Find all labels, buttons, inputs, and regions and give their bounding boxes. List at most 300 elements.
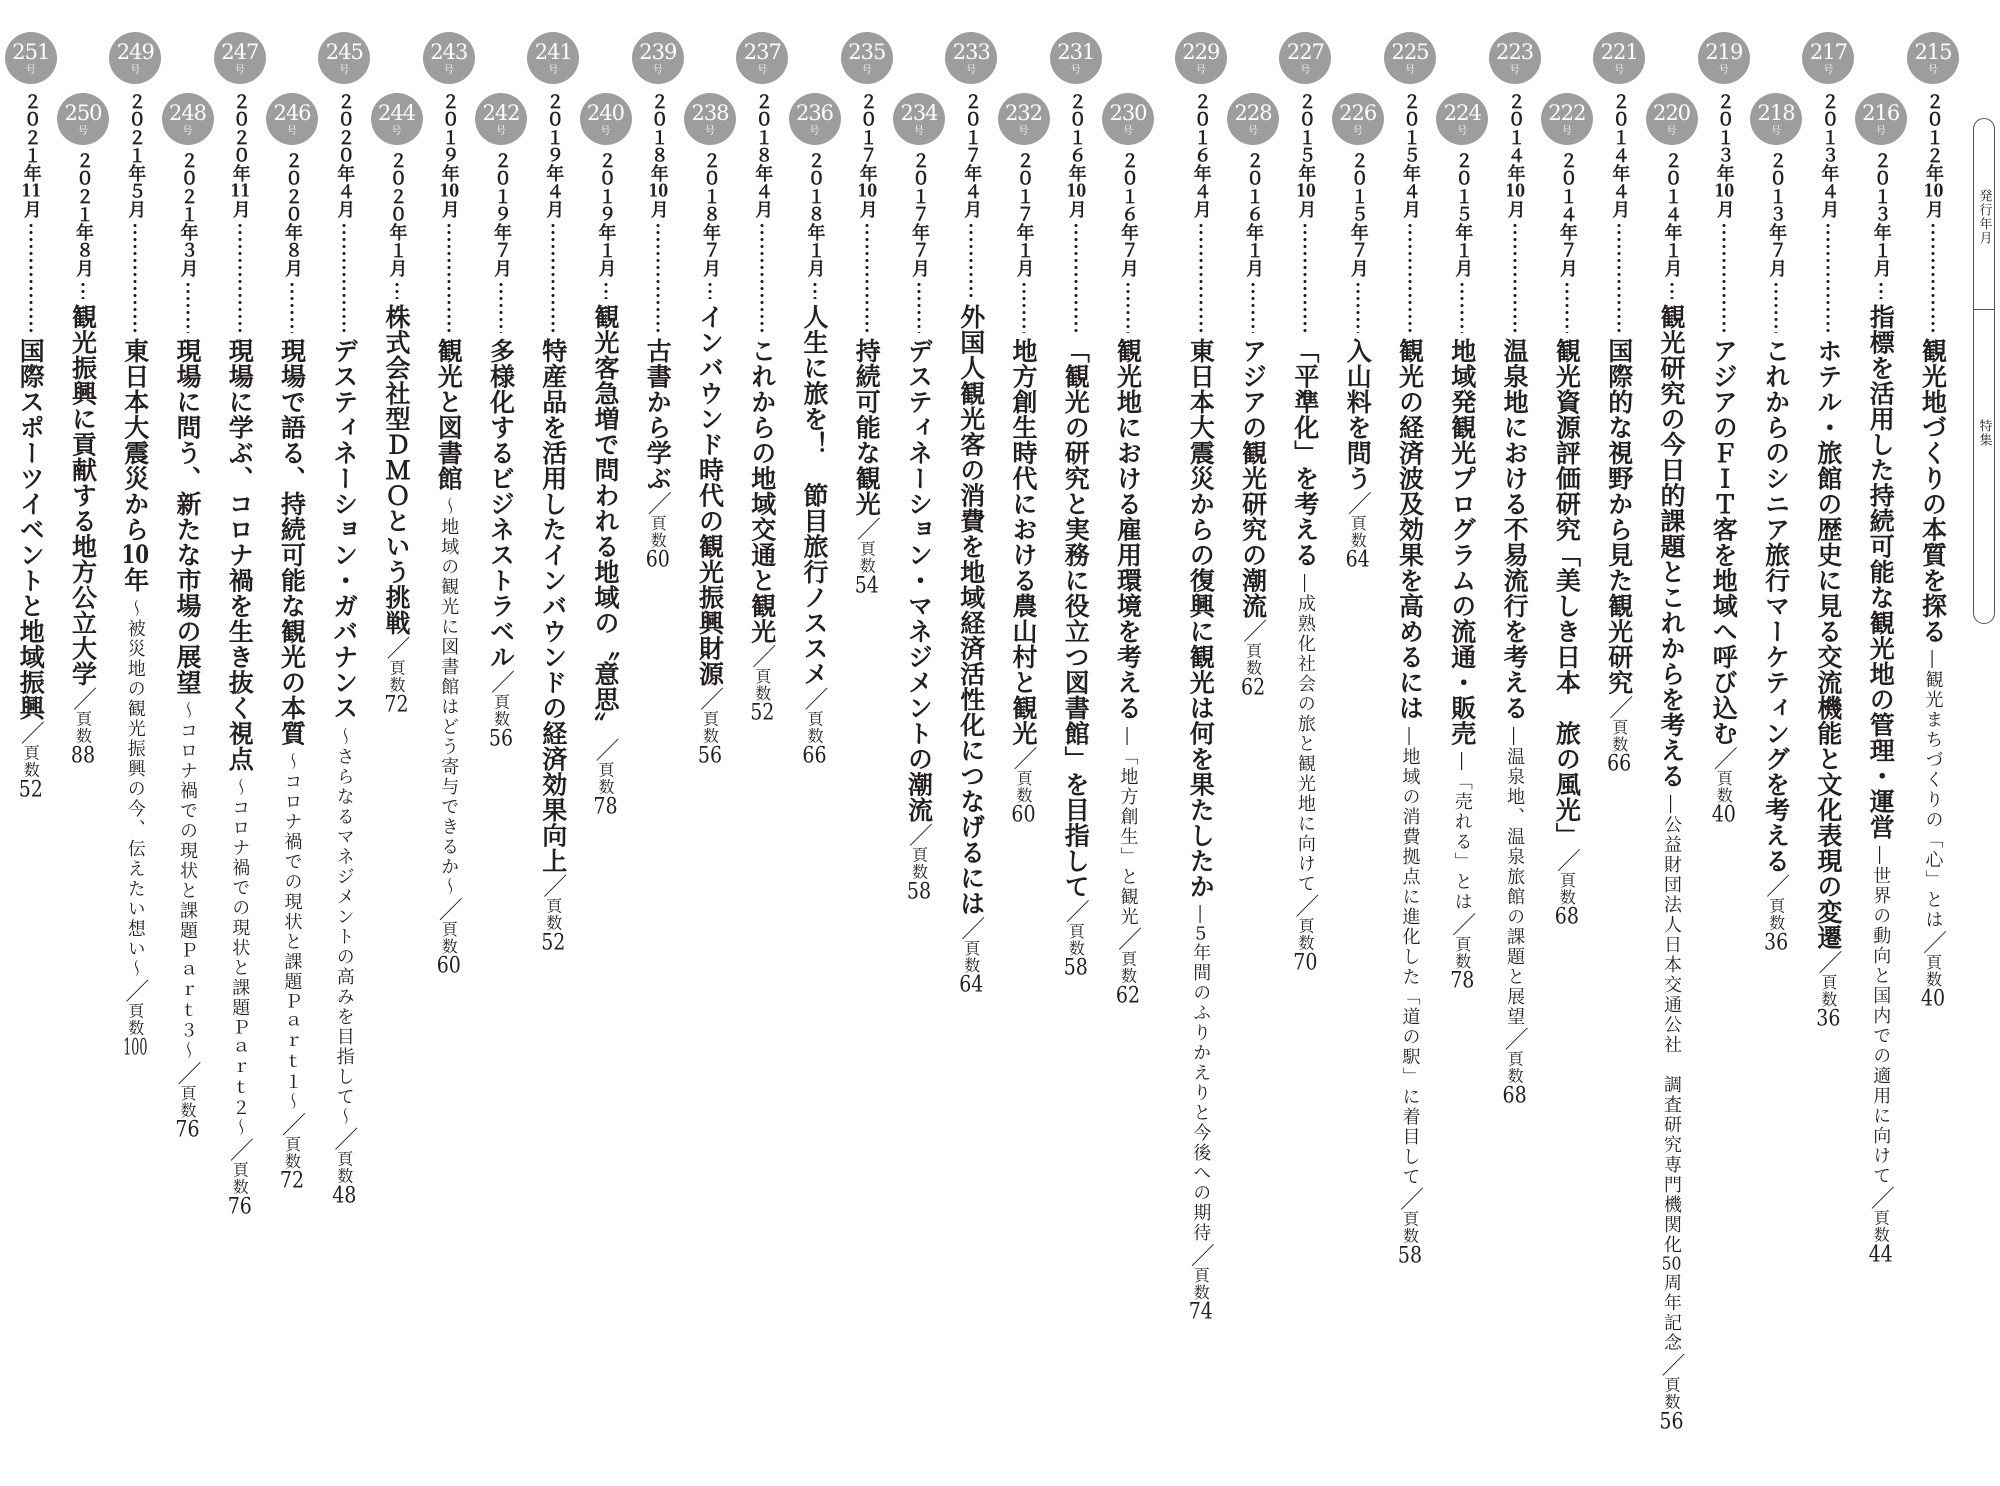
issue-number: 225 xyxy=(1391,40,1429,64)
page-count-label: 頁数 xyxy=(230,1161,250,1196)
page-separator: ／ xyxy=(1238,618,1267,643)
issue-suffix-label: 号 xyxy=(234,65,245,76)
dot-leader xyxy=(1459,281,1465,333)
feature-title: ホテル・旅館の歴史に見る交流機能と文化表現の変遷 xyxy=(1813,338,1843,950)
page-count: 60 xyxy=(436,955,461,977)
dot-leader xyxy=(289,281,295,333)
feature-line xyxy=(1761,338,1791,954)
issue-entry xyxy=(1541,0,1593,1486)
page-count-label: 頁数 xyxy=(1118,950,1138,985)
issue-suffix-label: 号 xyxy=(1771,126,1782,137)
page-count: 78 xyxy=(593,795,618,818)
page-separator: ／ xyxy=(904,822,933,847)
issue-number-badge xyxy=(1541,93,1593,145)
page-count: 36 xyxy=(1763,931,1789,954)
date-column-header: 発行年月 xyxy=(1976,189,1992,245)
feature-title: 現場で語る、持続可能な観光の本質 xyxy=(277,338,307,746)
feature-subtitle: ～被災地の観光振興の今、伝えたい想い～ xyxy=(124,598,146,979)
issue-number-badge xyxy=(371,93,423,145)
issue-entry xyxy=(1227,0,1279,1486)
issue-number: 220 xyxy=(1652,101,1691,125)
page-count-label: 頁数 xyxy=(909,846,929,881)
feature-title: 株式会社型ＤＭＯという挑戦 xyxy=(382,304,411,636)
feature-subtitle: ―観光まちづくりの「心」とは xyxy=(1922,650,1944,930)
issue-number: 222 xyxy=(1548,101,1586,125)
feature-title: これからのシニア旅行マーケティングを考える xyxy=(1761,338,1791,874)
feature-title: 観光地づくりの本質を探る xyxy=(1918,338,1948,644)
feature-subtitle: ―「売れる」とは xyxy=(1451,752,1473,912)
issue-suffix-label: 号 xyxy=(496,126,506,137)
issue-suffix-label: 号 xyxy=(1614,65,1625,76)
issue-number: 236 xyxy=(795,101,834,125)
page-count: 88 xyxy=(70,744,96,767)
page-count: 52 xyxy=(18,778,43,801)
issue-number-badge xyxy=(318,32,370,84)
date-row xyxy=(1384,92,1436,333)
dot-leader xyxy=(446,222,452,333)
issue-number-badge xyxy=(1050,32,1102,84)
date-row xyxy=(266,151,318,333)
issue-suffix-label: 号 xyxy=(1457,126,1468,137)
date-row xyxy=(1279,92,1331,333)
dot-leader xyxy=(759,222,765,333)
dot-leader xyxy=(968,222,974,299)
issue-number-badge xyxy=(893,93,945,145)
feature-title: 観光客急増で問われる地域の〝意思〟 xyxy=(591,304,620,738)
issue-number-badge xyxy=(841,32,893,84)
page-count-label: 頁数 xyxy=(1766,897,1786,932)
publication-date: ２０１２年10月 xyxy=(1923,92,1944,218)
feature-title: 観光の経済波及効果を高めるには xyxy=(1395,338,1425,721)
issue-number: 228 xyxy=(1234,101,1272,125)
publication-date: ２０１４年10月 xyxy=(1504,92,1526,218)
feature-title: 観光研究の今日的課題とこれからを考える xyxy=(1657,304,1686,789)
page-count-label: 頁数 xyxy=(1295,917,1315,952)
feature-subtitle: ―成熟化社会の旅と観光地に向けて xyxy=(1294,573,1316,894)
issue-number: 240 xyxy=(586,101,625,125)
feature-line xyxy=(486,338,516,750)
issue-number: 250 xyxy=(64,101,102,125)
feature-line xyxy=(1813,338,1843,1030)
date-row xyxy=(475,151,527,333)
feature-line xyxy=(1238,338,1268,699)
date-row xyxy=(632,92,684,333)
feature-line xyxy=(1343,338,1373,571)
dot-leader xyxy=(1198,222,1204,333)
publication-date: ２０１３年７月 xyxy=(1766,151,1788,277)
publication-date: ２０１５年１月 xyxy=(1452,151,1474,277)
feature-title: 観光振興に貢献する地方公立大学 xyxy=(68,304,98,687)
page-count: 68 xyxy=(1554,906,1579,928)
feature-line xyxy=(1186,338,1216,1323)
page-count: 54 xyxy=(854,574,879,597)
feature-line xyxy=(1709,338,1739,826)
page-separator: ／ xyxy=(68,686,97,711)
issue-number: 221 xyxy=(1600,40,1638,64)
feature-column-header: 特集 xyxy=(1976,419,1992,447)
page-count: 66 xyxy=(1607,753,1632,775)
page-separator: ／ xyxy=(277,1112,306,1136)
feature-line xyxy=(593,304,618,818)
page-separator: ／ xyxy=(1657,1352,1685,1377)
date-row xyxy=(1855,151,1907,299)
issue-suffix-label: 号 xyxy=(1561,126,1572,137)
feature-title: 国際スポーツイベントと地域振興 xyxy=(16,338,46,721)
feature-subtitle: ―温泉地、温泉旅館の課題と展望 xyxy=(1504,726,1526,1027)
issue-number: 244 xyxy=(377,101,416,125)
issue-number: 217 xyxy=(1809,40,1847,64)
feature-line xyxy=(538,338,568,954)
page-count-label: 頁数 xyxy=(1818,974,1838,1008)
page-separator: ／ xyxy=(225,1137,254,1162)
feature-subtitle: ―地域の消費拠点に進化した「道の駅」に着目して xyxy=(1399,726,1421,1187)
feature-line xyxy=(175,338,200,1141)
dot-leader xyxy=(655,222,661,333)
feature-line xyxy=(1659,304,1684,1433)
feature-subtitle: ―世界の動向と国内での適用に向けて xyxy=(1870,845,1892,1186)
page-count-label: 頁数 xyxy=(1609,719,1629,753)
issue-suffix-label: 号 xyxy=(914,126,924,137)
issue-number-badge xyxy=(1646,93,1698,145)
issue-suffix-label: 号 xyxy=(1666,126,1677,137)
date-row xyxy=(109,92,161,333)
page-count-label: 頁数 xyxy=(596,761,615,796)
feature-title: 多様化するビジネストラベル xyxy=(486,338,516,670)
page-count: 64 xyxy=(959,974,984,996)
issue-number: 218 xyxy=(1757,101,1795,125)
page-separator: ／ xyxy=(1709,746,1738,770)
date-row xyxy=(736,92,788,333)
publication-date: ２０１３年１月 xyxy=(1870,151,1892,277)
page-count-label: 頁数 xyxy=(21,744,41,779)
date-row xyxy=(1227,151,1279,333)
issue-number: 226 xyxy=(1339,101,1377,125)
page-count: 48 xyxy=(332,1184,357,1207)
issue-entry xyxy=(371,0,423,1486)
feature-title: アジアの観光研究の潮流 xyxy=(1238,338,1268,619)
publication-date: ２０１９年４月 xyxy=(543,92,565,218)
issue-suffix-label: 号 xyxy=(809,126,820,137)
issue-entry xyxy=(841,0,893,1486)
feature-title: デスティネーション・マネジメントの潮流 xyxy=(904,338,934,823)
dot-leader xyxy=(1669,281,1675,299)
publication-date: ２０２１年８月 xyxy=(73,151,94,277)
issue-suffix-label: 号 xyxy=(1018,126,1029,137)
page-count-label: 頁数 xyxy=(439,921,459,955)
issue-suffix-label: 号 xyxy=(1248,126,1259,137)
column-header-box xyxy=(1973,118,1995,624)
feature-subtitle: ―公益財団法人日本交通公社 調査研究専門機関化50周年記念 xyxy=(1661,794,1682,1353)
page-count: 40 xyxy=(1711,804,1736,826)
issue-number: 223 xyxy=(1496,40,1534,64)
page-separator: ／ xyxy=(16,720,45,745)
feature-title: アジアのＦＩＴ客を地域へ呼び込む xyxy=(1709,338,1739,746)
issue-number: 238 xyxy=(691,101,729,125)
issue-entry xyxy=(527,0,579,1486)
issue-number: 243 xyxy=(430,40,468,64)
issue-suffix-label: 号 xyxy=(339,65,350,76)
issue-number-badge xyxy=(1907,32,1959,84)
dot-leader xyxy=(1773,281,1779,333)
issue-number-badge xyxy=(1802,32,1854,84)
page-separator: ／ xyxy=(173,1061,201,1085)
date-row xyxy=(789,151,841,299)
publication-date: ２０１５年７月 xyxy=(1347,151,1369,277)
page-count: 52 xyxy=(750,702,775,724)
feature-line xyxy=(1604,338,1634,775)
feature-line xyxy=(1290,338,1320,974)
issue-number-badge xyxy=(1698,32,1750,84)
issue-suffix-label: 号 xyxy=(861,65,872,76)
issue-suffix-label: 号 xyxy=(1405,65,1415,76)
date-row xyxy=(580,151,632,299)
page-separator: ／ xyxy=(538,873,567,898)
issue-entry xyxy=(475,0,527,1486)
page-count: 60 xyxy=(645,549,670,571)
page-count-label: 頁数 xyxy=(961,940,981,974)
page-count-label: 頁数 xyxy=(1243,642,1263,677)
feature-title: 観光と図書館 xyxy=(434,338,464,491)
date-row xyxy=(841,92,893,333)
page-count: 44 xyxy=(1868,1243,1893,1266)
issue-suffix-label: 号 xyxy=(966,65,977,76)
issue-entry xyxy=(1436,0,1488,1486)
page-count-label: 頁数 xyxy=(1923,954,1943,988)
page-count: 52 xyxy=(541,931,566,954)
page-separator: ／ xyxy=(956,916,985,940)
dot-leader xyxy=(28,222,34,333)
issue-entry xyxy=(1489,0,1541,1486)
issue-suffix-label: 号 xyxy=(443,65,454,76)
feature-line xyxy=(120,338,150,1059)
page-count-label: 頁数 xyxy=(805,710,824,745)
issue-suffix-label: 号 xyxy=(78,126,88,137)
dot-leader xyxy=(80,281,86,299)
feature-line xyxy=(643,338,673,571)
page-count: 66 xyxy=(802,744,827,767)
page-count: 58 xyxy=(1063,957,1088,979)
page-count-label: 頁数 xyxy=(1557,872,1577,906)
feature-title: 指標を活用した持続可能な観光地の管理・運営 xyxy=(1866,304,1896,840)
dot-leader xyxy=(1721,222,1727,333)
feature-line xyxy=(225,338,255,1218)
page-separator: ／ xyxy=(747,644,776,668)
publication-date: ２０２１年11月 xyxy=(20,92,42,218)
publication-date: ２０１８年１月 xyxy=(804,151,826,277)
issue-number: 215 xyxy=(1914,40,1952,64)
feature-line xyxy=(384,304,409,716)
issue-suffix-label: 号 xyxy=(287,126,297,137)
feature-line xyxy=(852,338,882,597)
publication-date: ２０１９年10月 xyxy=(438,92,460,218)
feature-title: 「観光の研究と実務に役立つ図書館」を目指して xyxy=(1061,338,1091,899)
dot-leader xyxy=(394,281,400,299)
date-row xyxy=(1802,92,1854,333)
issue-number-badge xyxy=(1332,93,1384,145)
issue-number-badge xyxy=(998,93,1050,145)
publication-date: ２０１３年４月 xyxy=(1818,92,1840,218)
page-count-label: 頁数 xyxy=(857,540,877,575)
feature-title: 東日本大震災から10年 xyxy=(120,338,150,593)
publication-date: ２０２０年１月 xyxy=(386,151,408,277)
feature-title: これからの地域交通と観光 xyxy=(747,338,777,644)
dot-leader xyxy=(864,222,870,333)
page-count-label: 頁数 xyxy=(752,668,772,702)
date-row xyxy=(998,151,1050,333)
date-row xyxy=(1750,151,1802,333)
feature-line xyxy=(1011,338,1036,826)
feature-line xyxy=(695,304,725,767)
page-count-label: 頁数 xyxy=(1191,1267,1211,1301)
header-divider xyxy=(1974,309,1994,310)
page-count: 40 xyxy=(1920,988,1946,1010)
feature-line xyxy=(16,338,46,801)
feature-line xyxy=(277,338,307,1192)
feature-subtitle: ―「地方創生」と観光 xyxy=(1117,726,1139,927)
date-row xyxy=(945,92,997,299)
page-count: 68 xyxy=(1502,1084,1527,1107)
issue-number-badge xyxy=(945,32,997,84)
issue-entry xyxy=(945,0,997,1486)
issue-number: 230 xyxy=(1109,101,1147,125)
page-separator: ／ xyxy=(1500,1026,1529,1051)
publication-date: ２０２０年４月 xyxy=(334,92,356,218)
feature-title: 古書から学ぶ xyxy=(643,338,673,491)
page-count-label: 頁数 xyxy=(700,710,720,745)
page-count-label: 頁数 xyxy=(1348,515,1368,549)
issue-entry xyxy=(1102,0,1154,1486)
date-row xyxy=(893,151,945,333)
feature-title: 特産品を活用したインバウンドの経済効果向上 xyxy=(538,338,568,874)
issue-suffix-label: 号 xyxy=(1070,65,1081,76)
feature-line xyxy=(329,338,359,1207)
publication-date: ２０１８年10月 xyxy=(647,92,669,218)
publication-date: ２０１６年４月 xyxy=(1190,92,1212,218)
issue-number-badge xyxy=(1384,32,1436,84)
page-count-label: 頁数 xyxy=(1871,1209,1891,1244)
feature-line xyxy=(904,338,934,903)
page-separator: ／ xyxy=(1113,926,1142,951)
feature-title: 入山料を問う xyxy=(1343,338,1373,491)
issue-number-badge xyxy=(684,93,736,145)
issue-number: 245 xyxy=(325,40,363,64)
feature-subtitle: ―5年間のふりかえりと今後への期待 xyxy=(1190,905,1212,1243)
page-separator: ／ xyxy=(591,737,619,762)
date-row xyxy=(318,92,370,333)
feature-title: 現場に学ぶ、コロナ禍を生き抜く視点 xyxy=(225,338,255,772)
issue-entry xyxy=(109,0,161,1486)
issue-entry xyxy=(1802,0,1854,1486)
page-separator: ／ xyxy=(1552,848,1581,872)
page-count: 76 xyxy=(175,1119,200,1141)
issue-entry xyxy=(998,0,1050,1486)
feature-title: 「平準化」を考える xyxy=(1290,338,1320,568)
page-separator: ／ xyxy=(1918,930,1947,954)
page-separator: ／ xyxy=(1009,746,1037,770)
date-row xyxy=(1541,151,1593,333)
date-row xyxy=(1436,151,1488,333)
page-count: 78 xyxy=(1450,970,1475,992)
issue-suffix-label: 号 xyxy=(705,126,715,137)
issue-number-badge xyxy=(1489,32,1541,84)
publication-date: ２０１９年７月 xyxy=(491,151,512,277)
issue-number: 216 xyxy=(1862,101,1900,125)
issue-number: 242 xyxy=(482,101,520,125)
issue-number-badge xyxy=(736,32,788,84)
publication-date: ２０１７年１月 xyxy=(1013,151,1035,277)
date-row xyxy=(1050,92,1102,333)
publication-date: ２０１８年７月 xyxy=(700,151,721,277)
issue-number: 251 xyxy=(12,40,50,64)
publication-date: ２０１３年10月 xyxy=(1713,92,1735,218)
page-count-label: 頁数 xyxy=(543,897,563,932)
page-count: 58 xyxy=(1397,1244,1423,1267)
issue-number-badge xyxy=(423,32,475,84)
issue-entry xyxy=(423,0,475,1486)
dot-leader xyxy=(1512,222,1518,333)
dot-leader xyxy=(1250,281,1256,333)
issue-entry xyxy=(318,0,370,1486)
issue-number-badge xyxy=(789,93,841,145)
page-count: 72 xyxy=(384,693,409,716)
page-count-label: 頁数 xyxy=(491,693,511,728)
feature-subtitle: ～地域の観光に図書館はどう寄与できるか～ xyxy=(438,497,460,897)
issue-suffix-label: 号 xyxy=(130,65,141,76)
publication-date: ２０１７年４月 xyxy=(961,92,983,218)
publication-date: ２０１９年１月 xyxy=(595,151,617,277)
issue-entry xyxy=(266,0,318,1486)
issue-number: 234 xyxy=(900,101,938,125)
issue-suffix-label: 号 xyxy=(1352,126,1363,137)
feature-line xyxy=(1395,338,1425,1267)
issue-entry xyxy=(1279,0,1331,1486)
issue-number: 224 xyxy=(1443,101,1481,125)
publication-date: ２０１７年７月 xyxy=(909,151,930,277)
dot-leader xyxy=(1616,222,1622,333)
page-count: 74 xyxy=(1188,1301,1213,1323)
page-count: 36 xyxy=(1816,1008,1841,1030)
page-count-label: 頁数 xyxy=(648,515,668,549)
page-count-label: 頁数 xyxy=(1505,1050,1525,1085)
feature-title: 持続可能な観光 xyxy=(852,338,882,517)
page-separator: ／ xyxy=(643,491,672,515)
date-row xyxy=(1698,92,1750,333)
issue-entry xyxy=(5,0,57,1486)
dot-leader xyxy=(812,281,818,299)
issue-entry xyxy=(632,0,684,1486)
dot-leader xyxy=(1825,222,1831,333)
page-count: 72 xyxy=(279,1170,305,1192)
dot-leader xyxy=(1930,222,1936,333)
issue-suffix-label: 号 xyxy=(1875,126,1886,137)
publication-date: ２０１６年７月 xyxy=(1118,151,1139,277)
page-count-label: 頁数 xyxy=(1452,936,1472,970)
page-count: 64 xyxy=(1345,549,1370,571)
issue-suffix-label: 号 xyxy=(182,126,193,137)
page-count: 60 xyxy=(1011,804,1036,826)
page-count: 56 xyxy=(697,744,723,767)
dot-leader xyxy=(1878,281,1884,299)
dot-leader xyxy=(341,222,347,333)
issue-number: 229 xyxy=(1182,40,1220,64)
issue-number-badge xyxy=(5,32,57,84)
page-count-label: 頁数 xyxy=(1014,770,1033,804)
feature-line xyxy=(68,304,98,767)
issue-entry xyxy=(162,0,214,1486)
page-count: 58 xyxy=(906,880,932,903)
dot-leader xyxy=(1407,222,1413,333)
page-count: 56 xyxy=(1659,1410,1684,1433)
